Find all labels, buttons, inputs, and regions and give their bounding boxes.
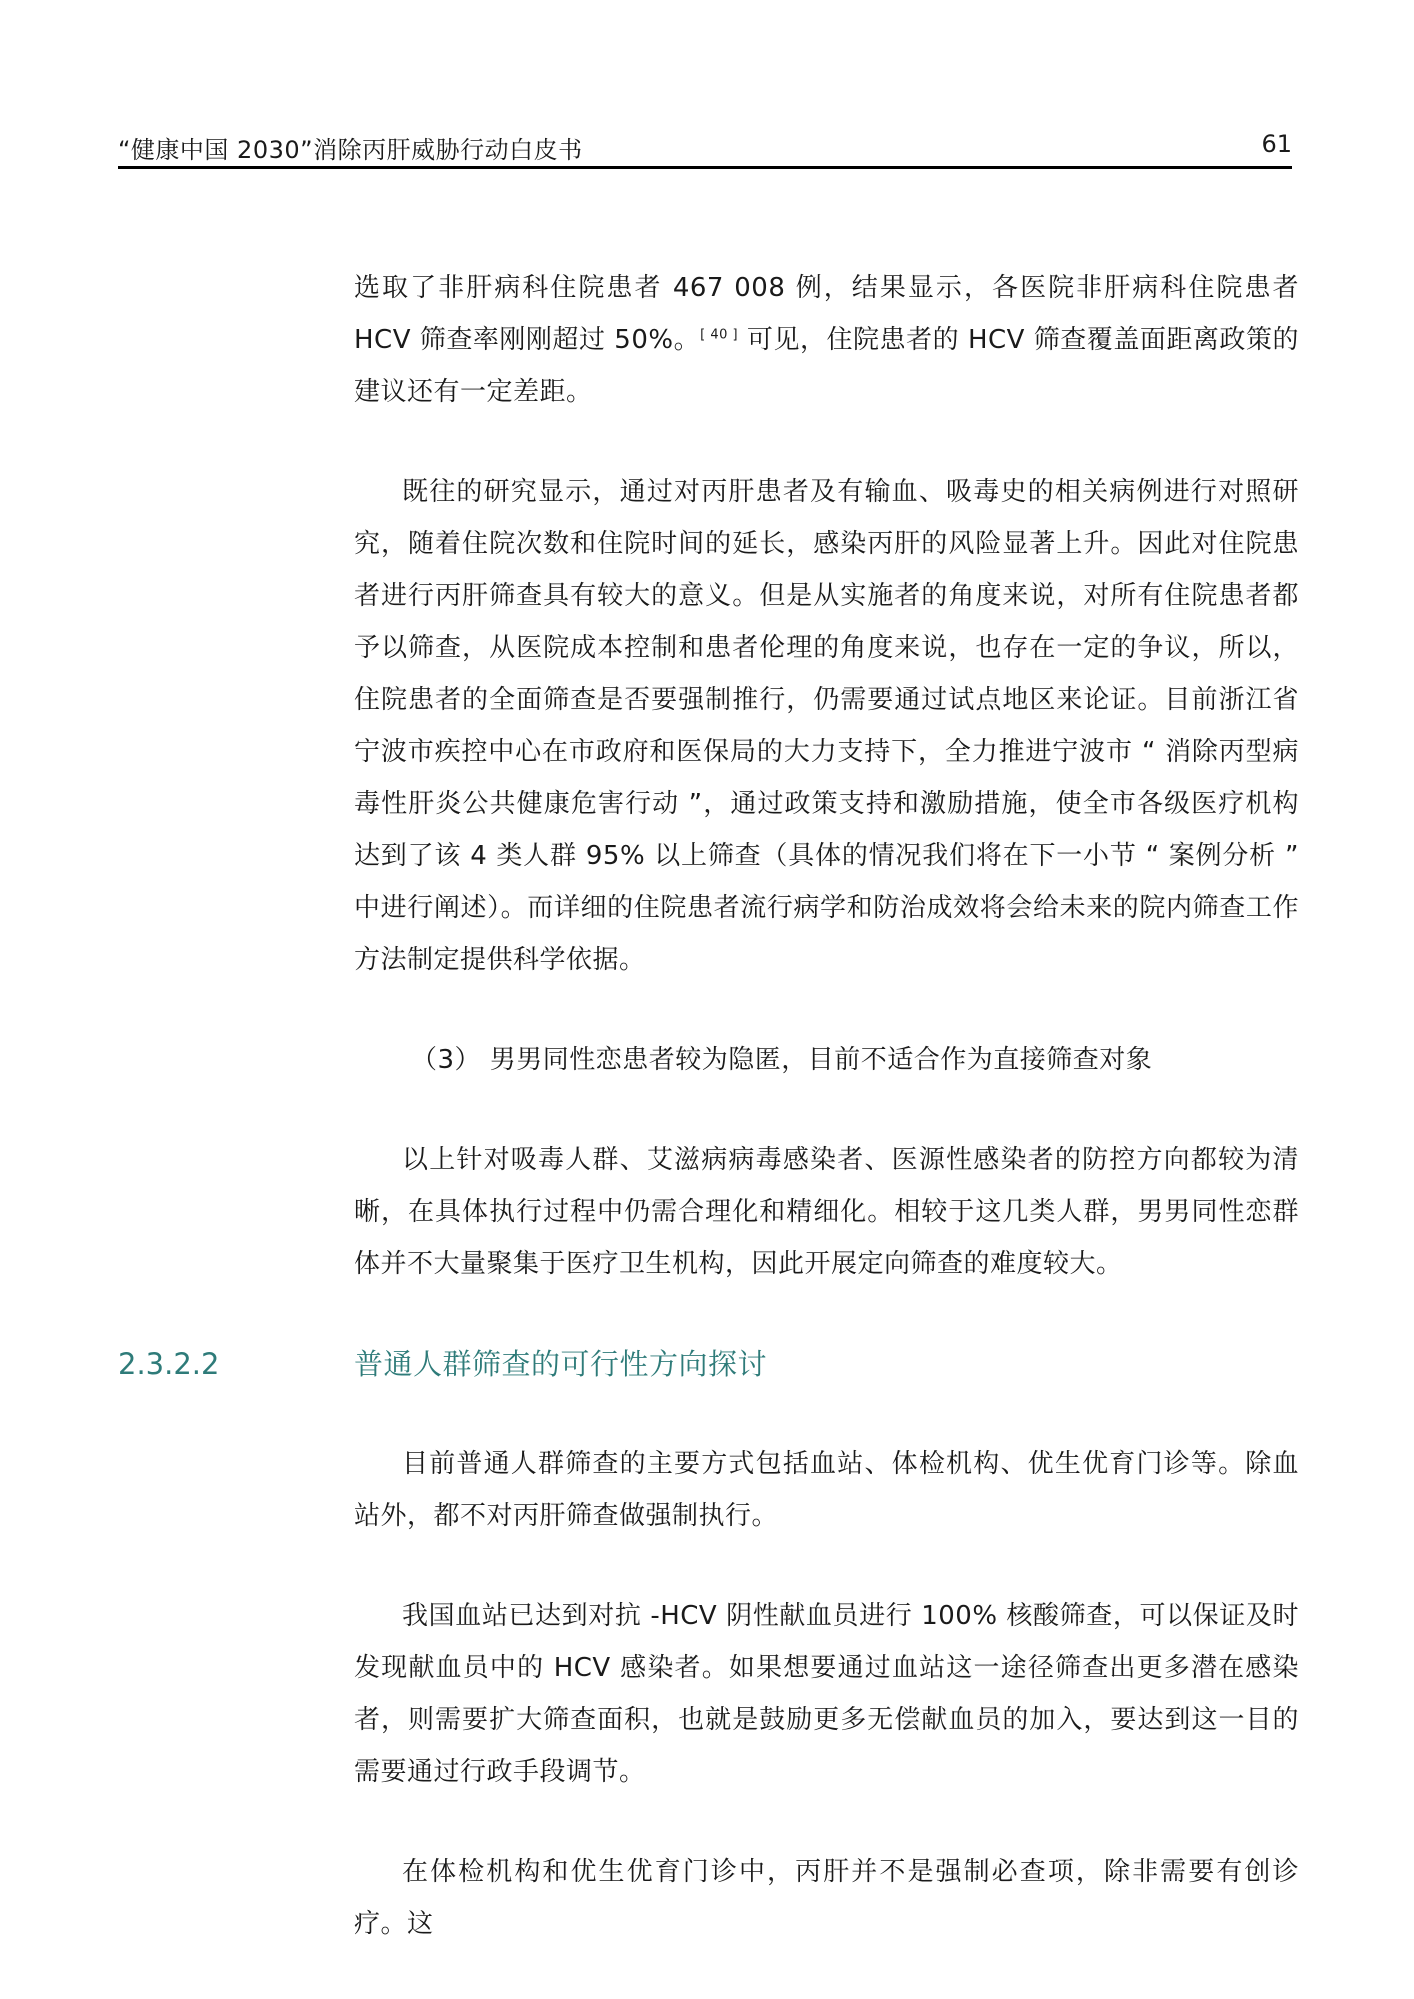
section-number: 2.3.2.2	[118, 1347, 220, 1381]
header-divider	[118, 166, 1292, 169]
subheading-msm: （3） 男男同性恋患者较为隐匿，目前不适合作为直接筛查对象	[411, 1045, 1153, 1075]
header-title: “健康中国 2030”消除丙肝威胁行动白皮书	[118, 136, 583, 164]
page-header	[118, 126, 1292, 170]
page-body	[118, 262, 1300, 1998]
paragraph-general-screening: 目前普通人群筛查的主要方式包括血站、体检机构、优生优育门诊等。除血站外，都不对丙肝筛查做强制执行。	[354, 1449, 1299, 1531]
section-heading	[118, 1338, 1299, 1390]
citation-40: [ 40 ]	[700, 327, 739, 343]
paragraph-text: 选取了非肝病科住院患者 467 008 例，结果显示，各医院非肝病科住院患者 HCV 筛查率刚刚超过 50%。	[354, 273, 1299, 355]
paragraph-hospital-screening-rate	[354, 262, 1299, 418]
paragraph-blood-station: 我国血站已达到对抗 -HCV 阴性献血员进行 100% 核酸筛查，可以保证及时发现献血员中的 HCV 感染者。如果想要通过血站这一途径筛查出更多潜在感染者，则需要扩大筛查面积，也就是鼓励更多无偿献血员的加入，要达到这一目的需要通过行政手段调节。	[354, 1601, 1299, 1787]
page-number: 61	[1261, 130, 1292, 158]
paragraph-text-tail: 可见，住院患者的 HCV 筛查覆盖面距离政策的建议还有一定差距。	[354, 325, 1299, 407]
paragraph-physical-exam: 在体检机构和优生优育门诊中，丙肝并不是强制必查项，除非需要有创诊疗。这	[354, 1857, 1299, 1939]
paragraph-target-groups: 以上针对吸毒人群、艾滋病病毒感染者、医源性感染者的防控方向都较为清晰，在具体执行过程中仍需合理化和精细化。相较于这几类人群，男男同性恋群体并不大量聚集于医疗卫生机构，因此开展定向筛查的难度较大。	[354, 1145, 1299, 1279]
paragraph-inpatient-screening: 既往的研究显示，通过对丙肝患者及有输血、吸毒史的相关病例进行对照研究，随着住院次数和住院时间的延长，感染丙肝的风险显著上升。因此对住院患者进行丙肝筛查具有较大的意义。但是从实施者的角度来说，对所有住院患者都予以筛查，从医院成本控制和患者伦理的角度来说，也存在一定的争议，所以，住院患者的全面筛查是否要强制推行，仍需要通过试点地区来论证。目前浙江省宁波市疾控中心在市政府和医保局的大力支持下，全力推进宁波市 “ 消除丙型病毒性肝炎公共健康危害行动 ”，通过政策支持和激励措施，使全市各级医疗机构达到了该 4 类人群 95% 以上筛查（具体的情况我们将在下一小节 “ 案例分析 ” 中进行阐述）。而详细的住院患者流行病学和防治成效将会给未来的院内筛查工作方法制定提供科学依据。	[354, 477, 1300, 975]
section-title: 普通人群筛查的可行性方向探讨	[354, 1347, 768, 1381]
